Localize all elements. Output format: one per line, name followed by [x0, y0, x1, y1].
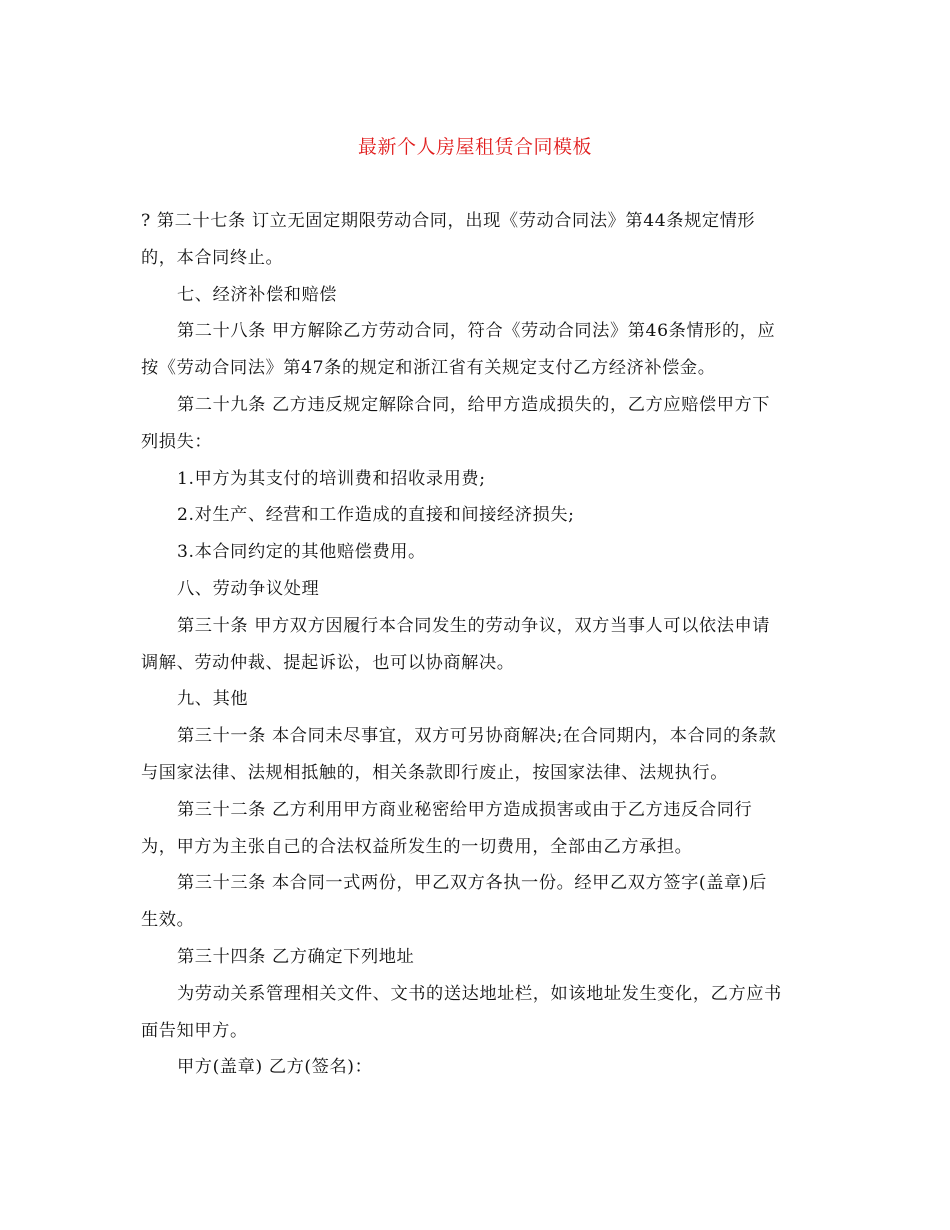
text-line-1: ? 第二十七条 订立无固定期限劳动合同，出现《劳动合同法》第44条规定情形	[141, 211, 756, 231]
text-line-20: 生效。	[141, 910, 195, 931]
text-line-6: 第二十九条 乙方违反规定解除合同，给甲方造成损失的，乙方应赔偿甲方下	[177, 394, 771, 415]
text-line-12: 第三十条 甲方双方因履行本合同发生的劳动争议，双方当事人可以依法申请	[177, 615, 771, 636]
text-line-7: 列损失：	[141, 431, 213, 452]
document-body	[141, 203, 813, 1086]
text-line-13: 调解、劳动仲裁、提起诉讼，也可以协商解决。	[141, 652, 515, 673]
text-line-23: 面告知甲方。	[141, 1020, 248, 1041]
text-line-24: 甲方(盖章) 乙方(签名)：	[177, 1057, 373, 1078]
text-line-4: 第二十八条 甲方解除乙方劳动合同，符合《劳动合同法》第46条情形的，应	[177, 321, 776, 342]
text-line-5: 按《劳动合同法》第47条的规定和浙江省有关规定支付乙方经济补偿金。	[141, 358, 716, 379]
text-line-17: 第三十二条 乙方利用甲方商业秘密给甲方造成损害或由于乙方违反合同行	[177, 799, 753, 820]
text-line-22: 为劳动关系管理相关文件、文书的送达地址栏，如该地址发生变化，乙方应书	[177, 983, 782, 1004]
document-title: 最新个人房屋租赁合同模板	[357, 136, 592, 158]
text-line-3: 七、经济补偿和赔偿	[177, 284, 338, 305]
text-line-16: 与国家法律、法规相抵触的，相关条款即行废止，按国家法律、法规执行。	[141, 762, 728, 783]
text-line-8: 1.甲方为其支付的培训费和招收录用费;	[177, 468, 486, 489]
text-line-11: 八、劳动争议处理	[177, 578, 320, 599]
text-line-10: 3.本合同约定的其他赔偿费用。	[177, 542, 426, 563]
text-line-18: 为，甲方为主张自己的合法权益所发生的一切费用，全部由乙方承担。	[141, 836, 693, 857]
text-line-21: 第三十四条 乙方确定下列地址	[177, 946, 415, 967]
text-line-9: 2.对生产、经营和工作造成的直接和间接经济损失;	[177, 505, 575, 526]
text-line-15: 第三十一条 本合同未尽事宜，双方可另协商解决;在合同期内，本合同的条款	[177, 726, 777, 747]
text-line-2: 的，本合同终止。	[141, 247, 284, 268]
text-line-19: 第三十三条 本合同一式两份，甲乙双方各执一份。经甲乙双方签字(盖章)后	[177, 873, 767, 894]
text-line-14: 九、其他	[177, 689, 249, 710]
